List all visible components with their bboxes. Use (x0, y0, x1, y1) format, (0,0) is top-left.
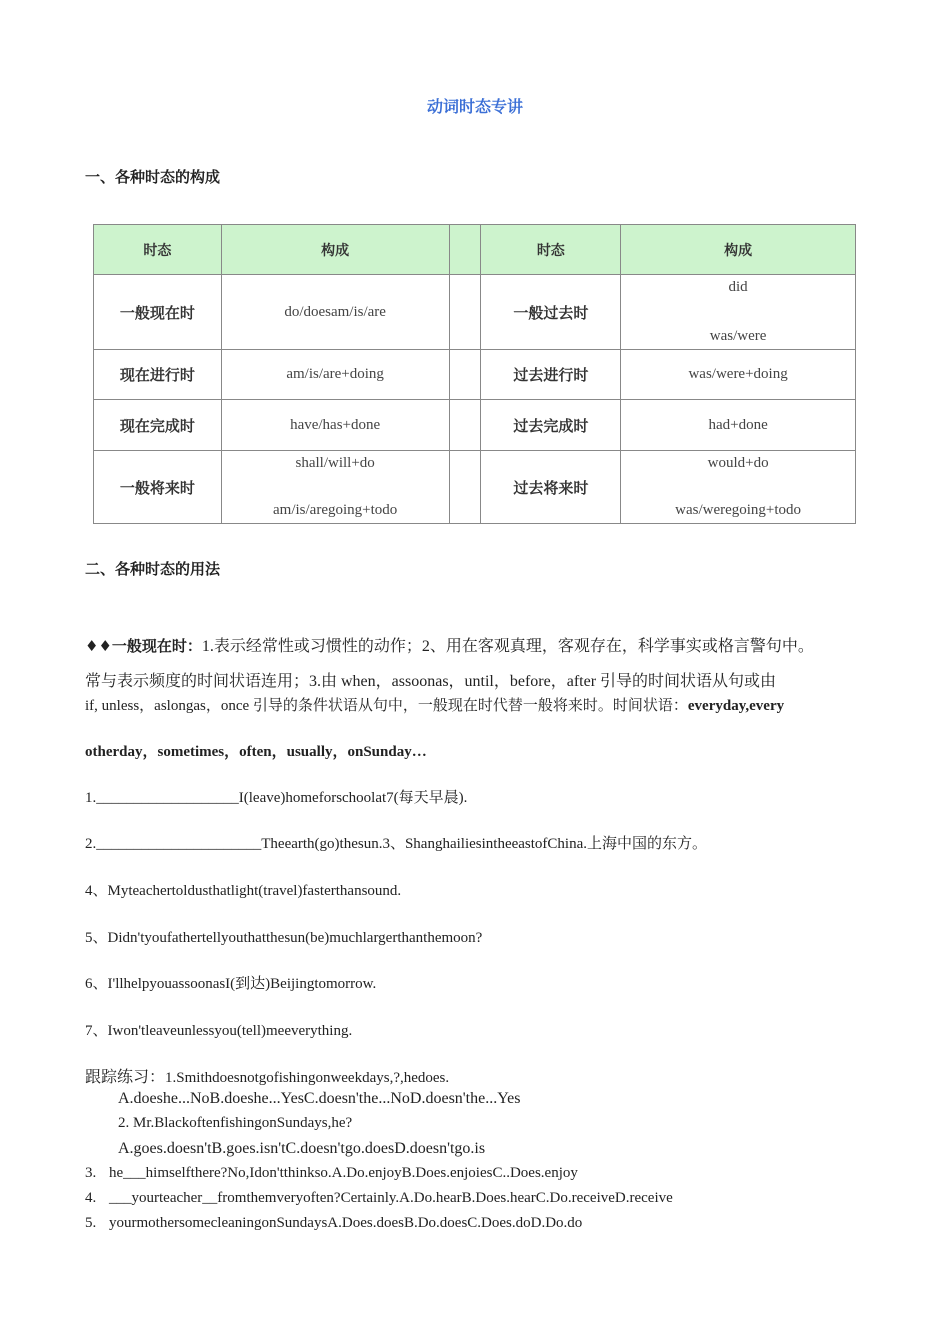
spacer-cell (449, 275, 481, 350)
present-simple-line-1 (85, 633, 814, 656)
present-simple-label: ♦♦一般现在时： (85, 637, 202, 655)
tense-formation (621, 275, 856, 350)
practice-q4 (85, 1190, 673, 1207)
table-header-row (94, 225, 856, 275)
spacer-cell (449, 400, 481, 451)
table-row (94, 451, 856, 524)
tense-formation: have/has+done (221, 400, 449, 451)
practice-q1-options: A.doeshe...NoB.doeshe...YesC.doesn'the...NoD.doesn'the...Yes (118, 1090, 521, 1107)
practice-q3 (85, 1165, 578, 1182)
header-spacer (449, 225, 481, 275)
tense-name: 过去将来时 (481, 451, 621, 524)
tense-name: 现在完成时 (94, 400, 222, 451)
header-formation-left: 构成 (221, 225, 449, 275)
section-heading-usage: 二、各种时态的用法 (85, 560, 221, 578)
time-adverbials: everyday,every (687, 698, 785, 714)
header-formation-right: 构成 (621, 225, 856, 275)
question-number: 5. (85, 1215, 97, 1231)
tense-formation (221, 451, 449, 524)
practice-question: ___yourteacher__fromthemveryoften?Certainly.A.Do.hearB.Does.hearC.Do.receiveD.receive (109, 1190, 673, 1206)
present-simple-line-3 (85, 694, 784, 715)
header-tense-right: 时态 (481, 225, 621, 275)
tense-formation-table (93, 224, 856, 524)
formation-line: would+do (707, 455, 769, 471)
table-row (94, 400, 856, 451)
tense-name: 过去进行时 (481, 350, 621, 400)
tense-formation: had+done (621, 400, 856, 451)
practice-question: yourmothersomecleaningonSundaysA.Does.doesB.Do.doesC.Does.doD.Do.do (109, 1215, 583, 1231)
practice-label: 跟踪练习： (85, 1069, 166, 1086)
table-row (94, 350, 856, 400)
exercise-item: 4、Myteachertoldusthatlight(travel)fasterthansound. (85, 883, 402, 899)
header-tense-left: 时态 (94, 225, 222, 275)
spacer-cell (449, 350, 481, 400)
practice-question: he___himselfthere?No,Idon'tthinkso.A.Do.enjoyB.Does.enjoiesC..Does.enjoy (109, 1165, 578, 1181)
formation-line: was/were (709, 328, 767, 344)
tense-formation: was/were+doing (621, 350, 856, 400)
exercise-item: 2.______________________Theearth(go)thesun.3、ShanghailiesintheeastofChina.上海中国的东方。 (85, 836, 707, 852)
question-number: 3. (85, 1165, 97, 1181)
page-title: 动词时态专讲 (426, 97, 523, 116)
spacer-cell (449, 451, 481, 524)
tense-name: 一般过去时 (481, 275, 621, 350)
tense-name: 现在进行时 (94, 350, 222, 400)
tense-formation: do/doesam/is/are (221, 275, 449, 350)
tense-name: 一般现在时 (94, 275, 222, 350)
time-adverbials-continued: otherday，sometimes，often，usually，onSunday… (85, 744, 427, 760)
practice-question: 1.Smithdoesnotgofishingonweekdays,?,hedoes. (165, 1070, 450, 1086)
practice-q5 (85, 1215, 582, 1232)
exercise-item: 7、Iwon'tleaveunlessyou(tell)meeverything. (85, 1023, 353, 1039)
tense-name: 一般将来时 (94, 451, 222, 524)
formation-line: was/weregoing+todo (675, 502, 802, 518)
practice-q2-options: A.goes.doesn'tB.goes.isn'tC.doesn'tgo.doesD.doesn'tgo.is (118, 1140, 486, 1157)
tense-formation: am/is/are+doing (221, 350, 449, 400)
tense-name: 过去完成时 (481, 400, 621, 451)
exercise-item: 6、I'llhelpyouassoonasI(到达)Beijingtomorrow. (85, 976, 377, 992)
formation-line: am/is/aregoing+todo (273, 502, 398, 518)
present-simple-text: if, unless，aslongas，once 引导的条件状语从句中，一般现在时代替一般将来时。时间状语： (85, 698, 688, 714)
exercise-item: 5、Didn'tyoufathertellyouthatthesun(be)muchlargerthanthemoon? (85, 930, 483, 946)
formation-line: shall/will+do (295, 455, 375, 471)
section-heading-formation: 一、各种时态的构成 (85, 168, 221, 186)
exercise-item: 1.___________________I(leave)homeforschoolat7(每天早晨). (85, 790, 468, 806)
present-simple-text: 1.表示经常性或习惯性的动作；2、用在客观真理，客观存在，科学事实或格言警句中。 (201, 638, 814, 655)
question-number: 4. (85, 1190, 97, 1206)
practice-q1 (85, 1064, 449, 1087)
present-simple-line-2: 常与表示频度的时间状语连用；3.由 when，assoonas，until，before，after 引导的时间状语从句或由 (85, 673, 777, 690)
formation-line: did (728, 279, 748, 295)
table-row (94, 275, 856, 350)
tense-formation (621, 451, 856, 524)
practice-q2: 2. Mr.BlackoftenfishingonSundays,he? (118, 1115, 353, 1131)
